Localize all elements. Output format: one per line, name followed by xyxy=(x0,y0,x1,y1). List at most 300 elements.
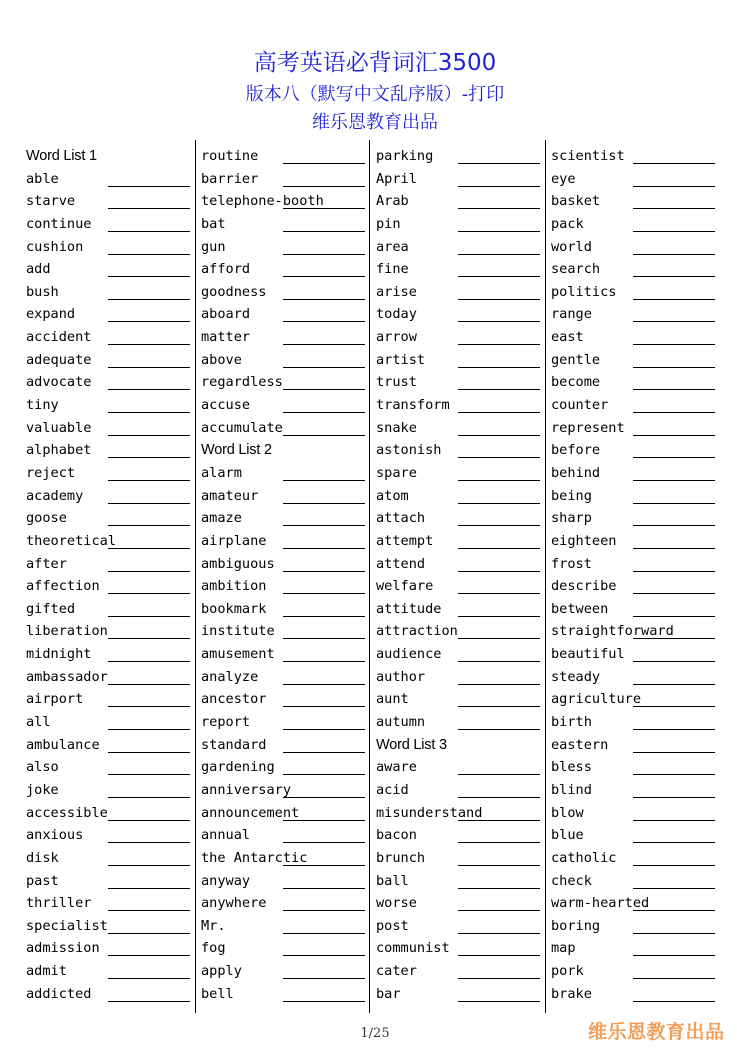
word-row xyxy=(199,507,369,530)
word-row xyxy=(374,349,544,372)
answer-blank[interactable] xyxy=(633,231,715,232)
answer-blank[interactable] xyxy=(108,186,190,187)
answer-blank[interactable] xyxy=(108,548,190,549)
word-row xyxy=(374,190,544,213)
answer-blank[interactable] xyxy=(283,503,365,504)
answer-blank[interactable] xyxy=(283,548,365,549)
word-text: ambulance xyxy=(26,736,100,753)
answer-blank[interactable] xyxy=(458,865,540,866)
answer-blank[interactable] xyxy=(283,480,365,481)
answer-blank[interactable] xyxy=(458,933,540,934)
publisher-label: 维乐恩教育出品 xyxy=(312,112,438,133)
answer-blank[interactable] xyxy=(458,706,540,707)
answer-blank[interactable] xyxy=(108,299,190,300)
answer-blank[interactable] xyxy=(283,661,365,662)
answer-blank[interactable] xyxy=(458,231,540,232)
answer-blank[interactable] xyxy=(283,729,365,730)
word-row xyxy=(549,711,719,734)
word-row xyxy=(24,779,194,802)
answer-blank[interactable] xyxy=(283,525,365,526)
word-text: pin xyxy=(376,215,401,232)
word-row xyxy=(24,394,194,417)
word-text: today xyxy=(376,306,417,323)
word-row xyxy=(549,802,719,825)
word-row xyxy=(549,937,719,960)
word-text: gentle xyxy=(551,351,601,368)
word-text: bacon xyxy=(376,827,417,844)
word-text: aware xyxy=(376,759,417,776)
word-row xyxy=(24,168,194,191)
word-text: blow xyxy=(551,804,584,821)
word-text: anyway xyxy=(201,872,251,889)
answer-blank[interactable] xyxy=(458,299,540,300)
answer-blank[interactable] xyxy=(633,842,715,843)
word-text: gifted xyxy=(26,600,76,617)
word-text: matter xyxy=(201,329,251,346)
word-text: anniversary xyxy=(201,781,292,798)
word-row xyxy=(199,168,369,191)
answer-blank[interactable] xyxy=(283,820,365,821)
answer-blank[interactable] xyxy=(108,684,190,685)
answer-blank[interactable] xyxy=(108,865,190,866)
answer-blank[interactable] xyxy=(283,684,365,685)
answer-blank[interactable] xyxy=(633,389,715,390)
answer-blank[interactable] xyxy=(108,231,190,232)
answer-blank[interactable] xyxy=(633,888,715,889)
word-text: continue xyxy=(26,215,92,232)
word-text: blind xyxy=(551,781,592,798)
answer-blank[interactable] xyxy=(458,503,540,504)
word-text: steady xyxy=(551,668,601,685)
answer-blank[interactable] xyxy=(283,1001,365,1002)
word-row xyxy=(549,598,719,621)
answer-blank[interactable] xyxy=(108,706,190,707)
answer-blank[interactable] xyxy=(283,593,365,594)
word-text: search xyxy=(551,261,601,278)
word-row xyxy=(374,756,544,779)
word-text: admission xyxy=(26,940,100,957)
word-row xyxy=(24,326,194,349)
word-text: worse xyxy=(376,895,417,912)
answer-blank[interactable] xyxy=(458,638,540,639)
answer-blank[interactable] xyxy=(633,661,715,662)
answer-blank[interactable] xyxy=(633,729,715,730)
word-row xyxy=(374,802,544,825)
word-list-heading xyxy=(374,734,544,757)
word-text: before xyxy=(551,442,601,459)
answer-blank[interactable] xyxy=(108,752,190,753)
answer-blank[interactable] xyxy=(283,752,365,753)
answer-blank[interactable] xyxy=(108,208,190,209)
answer-blank[interactable] xyxy=(633,1001,715,1002)
word-text: Arab xyxy=(376,193,409,210)
answer-blank[interactable] xyxy=(633,616,715,617)
word-text: liberation xyxy=(26,623,108,640)
answer-blank[interactable] xyxy=(108,729,190,730)
word-text: represent xyxy=(551,419,625,436)
answer-blank[interactable] xyxy=(108,910,190,911)
answer-blank[interactable] xyxy=(108,254,190,255)
word-text: ball xyxy=(376,872,409,889)
word-row xyxy=(199,417,369,440)
word-row xyxy=(374,870,544,893)
word-text: straightforward xyxy=(551,623,674,640)
word-text: attitude xyxy=(376,600,442,617)
word-text: bless xyxy=(551,759,592,776)
answer-blank[interactable] xyxy=(108,638,190,639)
answer-blank[interactable] xyxy=(633,163,715,164)
answer-blank[interactable] xyxy=(283,389,365,390)
answer-blank[interactable] xyxy=(458,774,540,775)
answer-blank[interactable] xyxy=(458,525,540,526)
answer-blank[interactable] xyxy=(283,208,365,209)
answer-blank[interactable] xyxy=(458,480,540,481)
word-text: frost xyxy=(551,555,592,572)
word-row xyxy=(374,145,544,168)
answer-blank[interactable] xyxy=(458,661,540,662)
answer-blank[interactable] xyxy=(633,525,715,526)
answer-blank[interactable] xyxy=(108,457,190,458)
answer-blank[interactable] xyxy=(108,888,190,889)
word-row xyxy=(199,734,369,757)
answer-blank[interactable] xyxy=(108,955,190,956)
word-text: area xyxy=(376,238,409,255)
word-row xyxy=(199,711,369,734)
word-row xyxy=(24,643,194,666)
answer-blank[interactable] xyxy=(108,820,190,821)
word-row xyxy=(199,258,369,281)
word-text: counter xyxy=(551,397,609,414)
word-row xyxy=(24,620,194,643)
answer-blank[interactable] xyxy=(458,910,540,911)
word-text: gun xyxy=(201,238,226,255)
word-text: alphabet xyxy=(26,442,92,459)
answer-blank[interactable] xyxy=(633,208,715,209)
word-text: attempt xyxy=(376,532,434,549)
word-row xyxy=(199,937,369,960)
answer-blank[interactable] xyxy=(283,638,365,639)
word-text: become xyxy=(551,374,601,391)
word-text: arise xyxy=(376,283,417,300)
answer-blank[interactable] xyxy=(633,503,715,504)
word-row xyxy=(549,394,719,417)
word-text: autumn xyxy=(376,714,426,731)
answer-blank[interactable] xyxy=(283,435,365,436)
answer-blank[interactable] xyxy=(458,571,540,572)
word-row xyxy=(24,598,194,621)
answer-blank[interactable] xyxy=(283,186,365,187)
answer-blank[interactable] xyxy=(458,321,540,322)
answer-blank[interactable] xyxy=(458,254,540,255)
answer-blank[interactable] xyxy=(633,321,715,322)
word-text: eye xyxy=(551,170,576,187)
word-text: aunt xyxy=(376,691,409,708)
word-row xyxy=(199,756,369,779)
word-row xyxy=(199,303,369,326)
answer-blank[interactable] xyxy=(283,706,365,707)
word-list-heading xyxy=(24,145,194,168)
word-row xyxy=(199,802,369,825)
word-row xyxy=(374,892,544,915)
word-text: the Antarctic xyxy=(201,849,308,866)
answer-blank[interactable] xyxy=(633,865,715,866)
answer-blank[interactable] xyxy=(633,978,715,979)
word-row xyxy=(374,326,544,349)
answer-blank[interactable] xyxy=(458,457,540,458)
answer-blank[interactable] xyxy=(633,435,715,436)
answer-blank[interactable] xyxy=(283,321,365,322)
answer-blank[interactable] xyxy=(633,797,715,798)
word-text: expand xyxy=(26,306,76,323)
word-text: fine xyxy=(376,261,409,278)
word-text: pack xyxy=(551,215,584,232)
answer-blank[interactable] xyxy=(283,842,365,843)
word-text: accumulate xyxy=(201,419,283,436)
answer-blank[interactable] xyxy=(283,367,365,368)
answer-blank[interactable] xyxy=(108,321,190,322)
answer-blank[interactable] xyxy=(108,593,190,594)
answer-blank[interactable] xyxy=(458,729,540,730)
answer-blank[interactable] xyxy=(283,616,365,617)
answer-blank[interactable] xyxy=(458,186,540,187)
answer-blank[interactable] xyxy=(108,412,190,413)
word-text: transform xyxy=(376,397,450,414)
word-text: cater xyxy=(376,963,417,980)
word-text: April xyxy=(376,170,417,187)
answer-blank[interactable] xyxy=(633,638,715,639)
answer-blank[interactable] xyxy=(458,412,540,413)
word-text: blue xyxy=(551,827,584,844)
answer-blank[interactable] xyxy=(633,955,715,956)
answer-blank[interactable] xyxy=(633,299,715,300)
answer-blank[interactable] xyxy=(633,276,715,277)
word-text: amateur xyxy=(201,487,259,504)
word-text: boring xyxy=(551,917,601,934)
word-row xyxy=(199,575,369,598)
answer-blank[interactable] xyxy=(633,480,715,481)
answer-blank[interactable] xyxy=(108,797,190,798)
word-text: institute xyxy=(201,623,275,640)
answer-blank[interactable] xyxy=(108,389,190,390)
answer-blank[interactable] xyxy=(633,367,715,368)
answer-blank[interactable] xyxy=(458,163,540,164)
answer-blank[interactable] xyxy=(458,276,540,277)
answer-blank[interactable] xyxy=(283,797,365,798)
word-row xyxy=(24,530,194,553)
word-row xyxy=(199,892,369,915)
answer-blank[interactable] xyxy=(283,933,365,934)
word-row xyxy=(199,371,369,394)
answer-blank[interactable] xyxy=(633,186,715,187)
word-text: bookmark xyxy=(201,600,267,617)
answer-blank[interactable] xyxy=(633,254,715,255)
answer-blank[interactable] xyxy=(633,571,715,572)
word-text: bar xyxy=(376,985,401,1002)
answer-blank[interactable] xyxy=(283,978,365,979)
word-row xyxy=(374,281,544,304)
answer-blank[interactable] xyxy=(633,752,715,753)
word-text: astonish xyxy=(376,442,442,459)
word-row xyxy=(549,281,719,304)
answer-blank[interactable] xyxy=(633,593,715,594)
answer-blank[interactable] xyxy=(108,774,190,775)
word-row xyxy=(549,258,719,281)
answer-blank[interactable] xyxy=(283,571,365,572)
answer-blank[interactable] xyxy=(458,344,540,345)
word-text: attach xyxy=(376,510,426,527)
answer-blank[interactable] xyxy=(108,842,190,843)
word-row xyxy=(374,779,544,802)
answer-blank[interactable] xyxy=(283,955,365,956)
answer-blank[interactable] xyxy=(283,276,365,277)
answer-blank[interactable] xyxy=(633,910,715,911)
word-row xyxy=(549,756,719,779)
word-row xyxy=(199,870,369,893)
answer-blank[interactable] xyxy=(458,208,540,209)
answer-blank[interactable] xyxy=(108,1001,190,1002)
answer-blank[interactable] xyxy=(633,774,715,775)
word-text: theoretical xyxy=(26,532,117,549)
answer-blank[interactable] xyxy=(108,525,190,526)
answer-blank[interactable] xyxy=(458,684,540,685)
word-row xyxy=(374,371,544,394)
word-text: adequate xyxy=(26,351,92,368)
word-row xyxy=(549,439,719,462)
answer-blank[interactable] xyxy=(283,910,365,911)
answer-blank[interactable] xyxy=(108,978,190,979)
answer-blank[interactable] xyxy=(458,888,540,889)
word-text: advocate xyxy=(26,374,92,391)
answer-blank[interactable] xyxy=(458,797,540,798)
word-row xyxy=(199,281,369,304)
answer-blank[interactable] xyxy=(283,254,365,255)
answer-blank[interactable] xyxy=(458,978,540,979)
answer-blank[interactable] xyxy=(458,820,540,821)
word-column-1 xyxy=(24,145,194,1005)
word-row xyxy=(374,960,544,983)
answer-blank[interactable] xyxy=(458,616,540,617)
answer-blank[interactable] xyxy=(108,276,190,277)
answer-blank[interactable] xyxy=(458,842,540,843)
word-text: afford xyxy=(201,261,251,278)
word-row xyxy=(24,417,194,440)
answer-blank[interactable] xyxy=(283,299,365,300)
answer-blank[interactable] xyxy=(108,367,190,368)
word-column-3 xyxy=(374,145,544,1005)
word-row xyxy=(374,620,544,643)
word-row xyxy=(199,643,369,666)
word-row xyxy=(199,847,369,870)
answer-blank[interactable] xyxy=(283,412,365,413)
answer-blank[interactable] xyxy=(458,593,540,594)
word-row xyxy=(374,711,544,734)
word-row xyxy=(374,847,544,870)
answer-blank[interactable] xyxy=(458,435,540,436)
answer-blank[interactable] xyxy=(633,412,715,413)
answer-blank[interactable] xyxy=(283,344,365,345)
word-text: also xyxy=(26,759,59,776)
answer-blank[interactable] xyxy=(283,231,365,232)
word-row xyxy=(549,553,719,576)
word-text: valuable xyxy=(26,419,92,436)
answer-blank[interactable] xyxy=(458,955,540,956)
word-text: between xyxy=(551,600,609,617)
word-row xyxy=(24,462,194,485)
answer-blank[interactable] xyxy=(633,344,715,345)
word-row xyxy=(199,688,369,711)
word-text: regardless xyxy=(201,374,283,391)
word-row xyxy=(199,530,369,553)
word-text: communist xyxy=(376,940,450,957)
answer-blank[interactable] xyxy=(108,933,190,934)
answer-blank[interactable] xyxy=(458,1001,540,1002)
word-list-title: Word List 1 xyxy=(26,148,97,164)
page-number: 1/25 xyxy=(360,1026,390,1041)
word-row xyxy=(199,145,369,168)
answer-blank[interactable] xyxy=(283,163,365,164)
word-text: attend xyxy=(376,555,426,572)
answer-blank[interactable] xyxy=(108,616,190,617)
answer-blank[interactable] xyxy=(283,865,365,866)
column-divider xyxy=(195,140,196,1013)
answer-blank[interactable] xyxy=(633,820,715,821)
word-text: range xyxy=(551,306,592,323)
answer-blank[interactable] xyxy=(633,457,715,458)
answer-blank[interactable] xyxy=(633,548,715,549)
word-row xyxy=(374,168,544,191)
answer-blank[interactable] xyxy=(458,548,540,549)
word-text: pork xyxy=(551,963,584,980)
word-row xyxy=(24,847,194,870)
word-row xyxy=(24,756,194,779)
word-row xyxy=(374,553,544,576)
word-row xyxy=(374,666,544,689)
word-row xyxy=(374,575,544,598)
answer-blank[interactable] xyxy=(108,503,190,504)
answer-blank[interactable] xyxy=(458,389,540,390)
answer-blank[interactable] xyxy=(108,344,190,345)
answer-blank[interactable] xyxy=(283,888,365,889)
answer-blank[interactable] xyxy=(633,684,715,685)
word-row xyxy=(24,303,194,326)
word-row xyxy=(24,688,194,711)
word-text: world xyxy=(551,238,592,255)
word-text: basket xyxy=(551,193,601,210)
answer-blank[interactable] xyxy=(633,933,715,934)
word-row xyxy=(549,643,719,666)
word-text: accessible xyxy=(26,804,108,821)
answer-blank[interactable] xyxy=(633,706,715,707)
word-text: amaze xyxy=(201,510,242,527)
word-text: annual xyxy=(201,827,251,844)
word-row xyxy=(374,507,544,530)
word-row xyxy=(24,439,194,462)
word-text: agriculture xyxy=(551,691,642,708)
answer-blank[interactable] xyxy=(458,367,540,368)
answer-blank[interactable] xyxy=(108,661,190,662)
word-row xyxy=(24,281,194,304)
word-text: specialist xyxy=(26,917,108,934)
word-row xyxy=(549,575,719,598)
word-text: past xyxy=(26,872,59,889)
answer-blank[interactable] xyxy=(283,774,365,775)
word-text: addicted xyxy=(26,985,92,1002)
answer-blank[interactable] xyxy=(108,480,190,481)
answer-blank[interactable] xyxy=(108,571,190,572)
word-row xyxy=(549,734,719,757)
answer-blank[interactable] xyxy=(108,435,190,436)
word-text: ancestor xyxy=(201,691,267,708)
